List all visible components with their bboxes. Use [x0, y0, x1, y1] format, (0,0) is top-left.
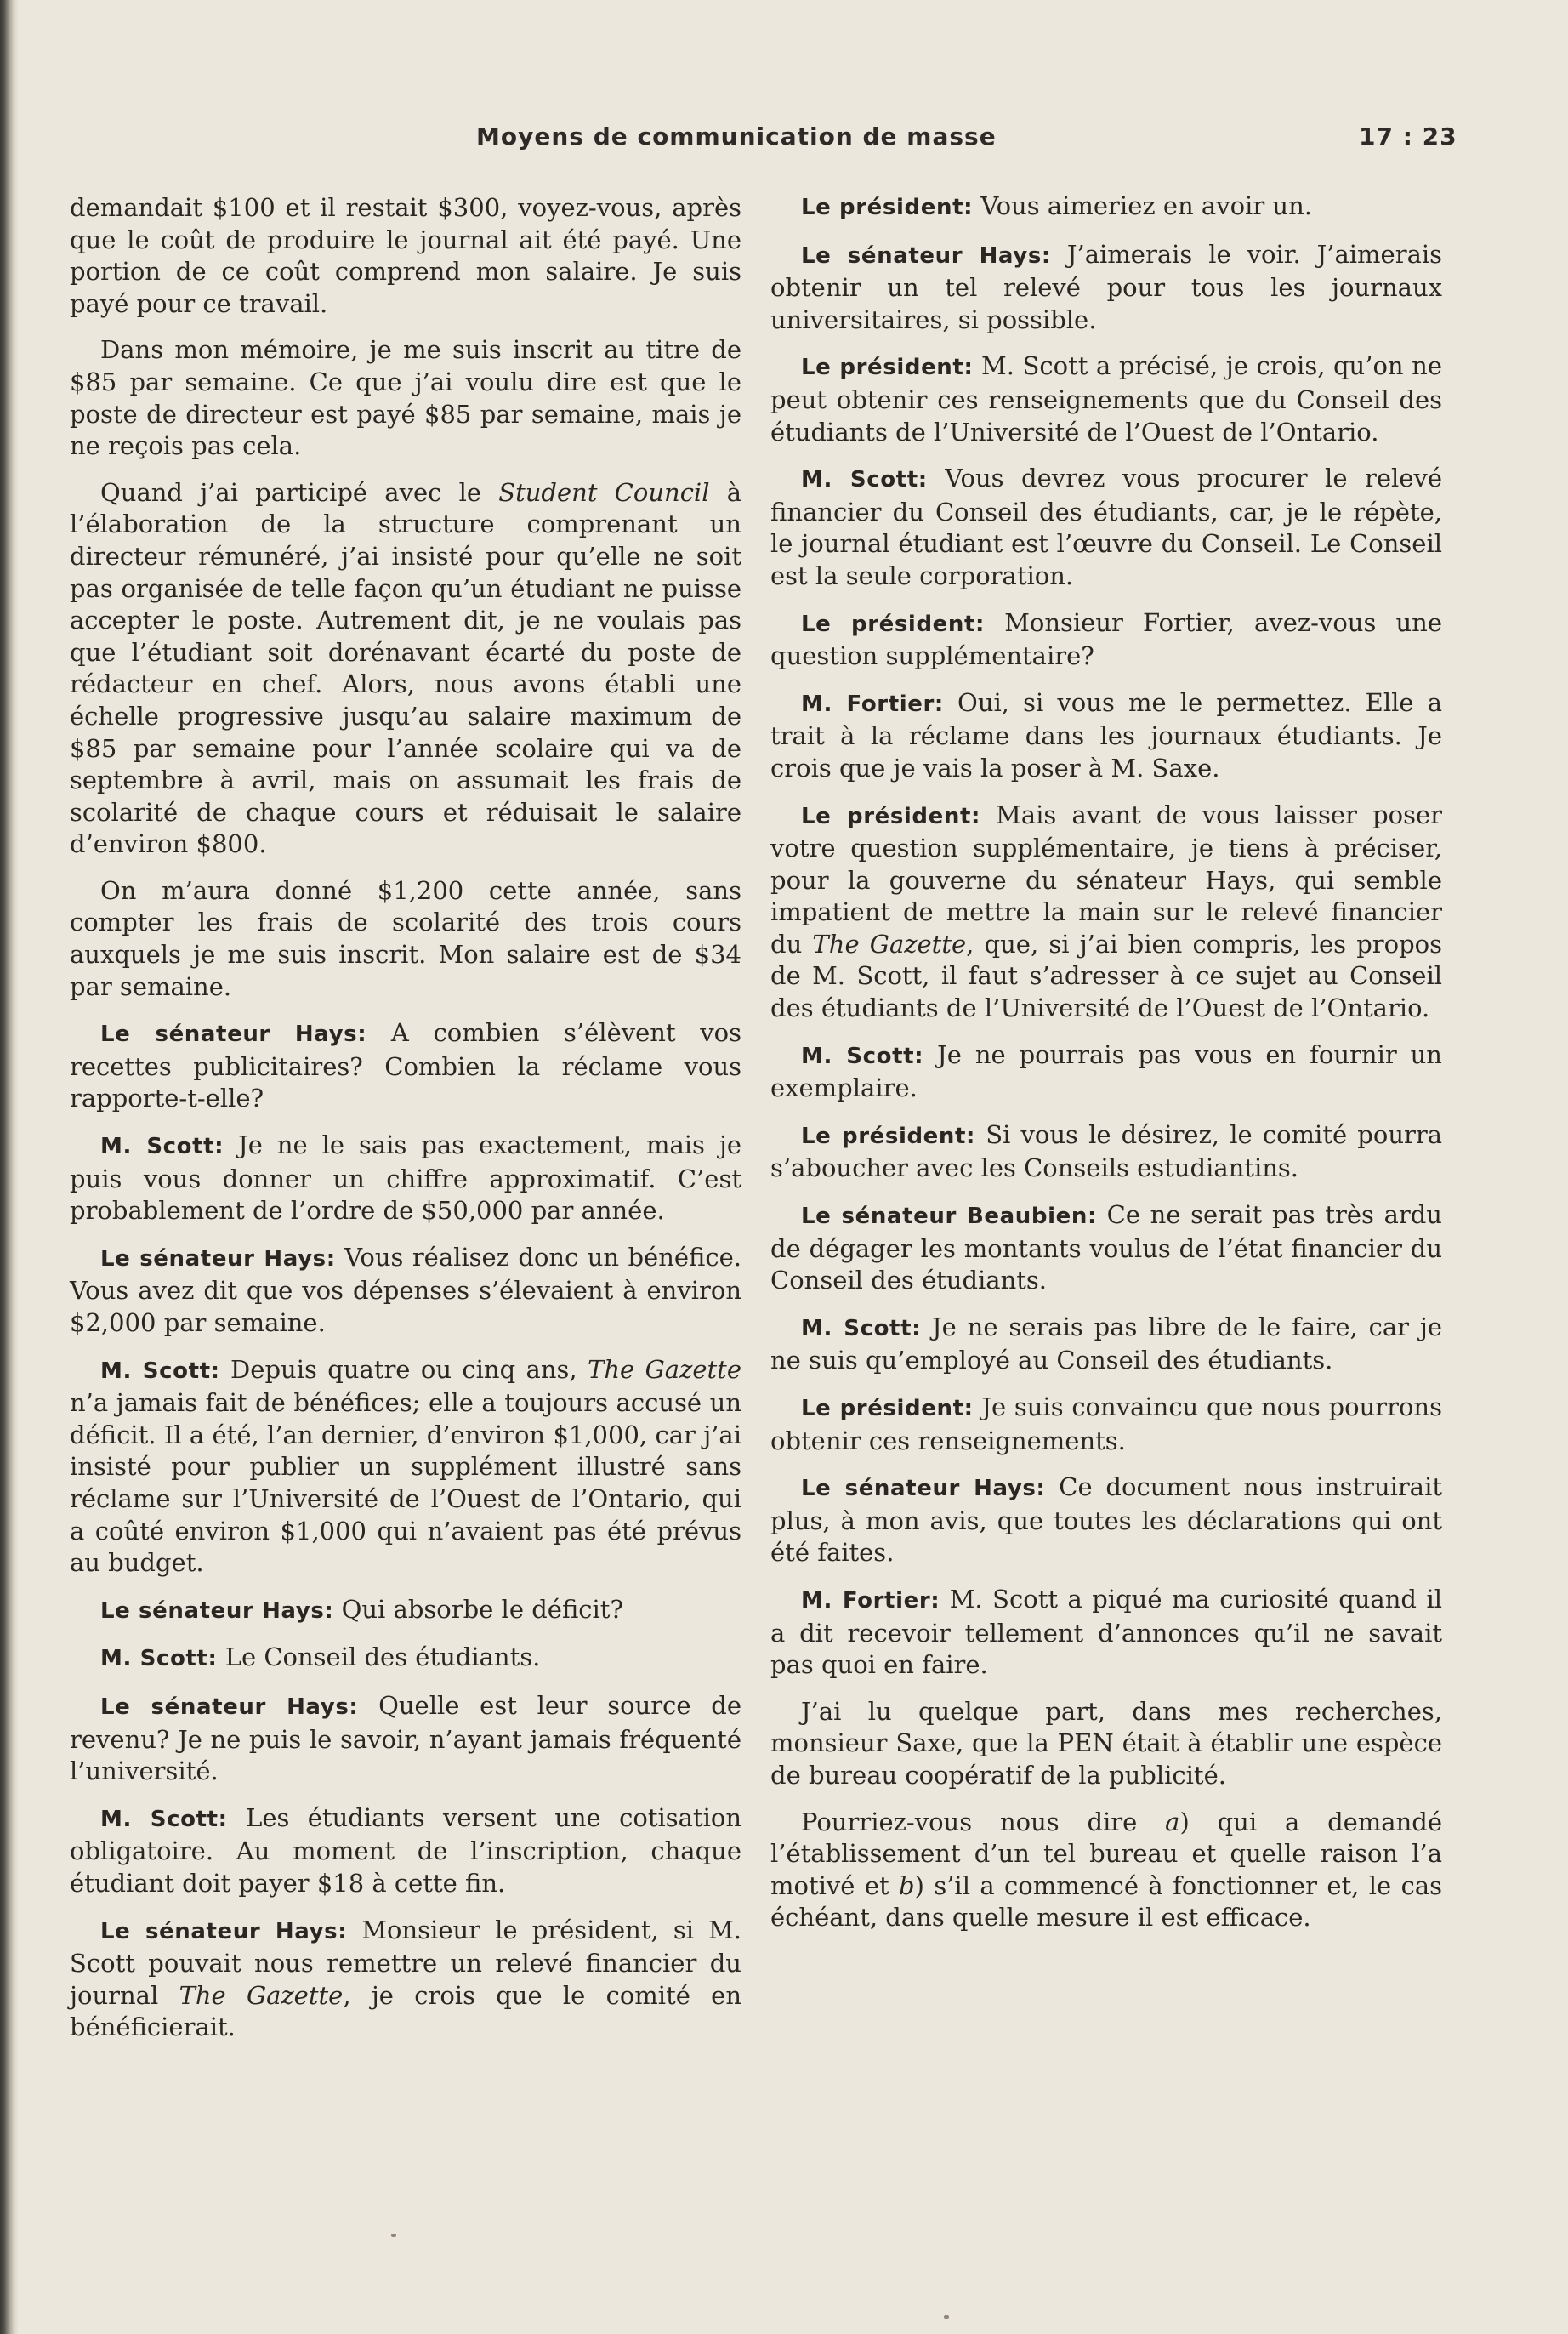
paragraph-text: M. Scott a précisé, je crois, qu’on ne peut obtenir ces renseignements que du Conseil des étudiants de l’Université de l’Ouest de l’Ontario. — [770, 351, 1443, 447]
paragraph-text: J’aimerais le voir. J’aimerais obtenir un tel relevé pour tous les journaux universitaires, si possible. — [770, 239, 1443, 334]
paragraph-text: Je ne le sais pas exactement, mais je puis vous donner un chiffre approximatif. C’est probablement de l’ordre de $50,000 par année. — [70, 1130, 741, 1226]
paragraph-text: Ce ne serait pas très ardu de dégager les montants voulus de l’état financier du Conseil des étudiants. — [770, 1200, 1442, 1295]
paragraph — [770, 1392, 1442, 1457]
book-spine-shadow — [0, 0, 19, 2334]
paragraph — [770, 1696, 1442, 1792]
paragraph — [770, 1119, 1442, 1185]
paragraph-text: M. Scott a piqué ma curiosité quand il a dit recevoir tellement d’annonces qu’il ne savait pas quoi en faire. — [770, 1584, 1442, 1680]
paragraph-text: ) s’il a commencé à fonctionner et, le cas échéant, dans quelle mesure il est efficace. — [770, 1870, 1443, 1933]
paragraph — [70, 192, 741, 320]
paragraph-text: On m’aura donné $1,200 cette année, sans compter les frais de scolarité des trois cours auxquels je me suis inscrit. Mon salaire est de $34 par semaine. — [70, 875, 741, 1001]
paragraph — [770, 1199, 1442, 1297]
paragraph — [770, 1807, 1442, 1934]
paragraph-text: Dans mon mémoire, je me suis inscrit au titre de $85 par semaine. Ce que j’ai voulu dire est que le poste de directeur est payé $85 par semaine, mais je ne reçois pas cela. — [70, 335, 741, 461]
italic-text: b — [899, 1870, 915, 1900]
paragraph — [70, 1594, 741, 1628]
speaker-label: M. Scott: — [801, 1043, 924, 1069]
paragraph — [70, 1354, 741, 1580]
paragraph-text: Je ne pourrais pas vous en fournir un exemplaire. — [770, 1039, 1442, 1103]
italic-text: a — [1165, 1807, 1180, 1836]
paragraph-text: Je ne serais pas libre de le faire, car je ne suis qu’employé au Conseil des étudiants. — [770, 1312, 1443, 1375]
paragraph-text: , je crois que le comité en bénéficierait. — [70, 1980, 741, 2042]
paragraph — [70, 1690, 741, 1788]
paragraph — [70, 1915, 741, 2044]
paragraph — [770, 1312, 1442, 1377]
paragraph-text: Monsieur le président, si M. Scott pouvait nous remettre un relevé financier du journal — [70, 1915, 742, 2010]
speaker-label: Le sénateur Hays: — [100, 1597, 334, 1624]
paragraph — [770, 191, 1442, 225]
left-column — [70, 192, 741, 2058]
speaker-label: Le président: — [801, 1123, 976, 1149]
running-header — [0, 122, 1568, 157]
paragraph-text: Vous aimeriez en avoir un. — [980, 191, 1312, 220]
paragraph-text: Vous devrez vous procurer le relevé financier du Conseil des étudiants, car, je le répète, le journal étudiant est l’œuvre du Conseil. Le Conseil est la seule corporation. — [770, 464, 1442, 590]
paragraph — [770, 350, 1442, 448]
paragraph-text: A combien s’élèvent vos recettes publicitaires? Combien la réclame vous rapporte-t-elle? — [70, 1018, 742, 1113]
paragraph — [770, 607, 1442, 673]
paragraph-text: Le Conseil des étudiants. — [224, 1642, 541, 1672]
italic-text: The Gazette — [179, 1980, 344, 2010]
speaker-label: Le sénateur Hays: — [100, 1022, 367, 1048]
paragraph — [70, 875, 741, 1003]
paragraph — [70, 477, 741, 861]
paragraph-text: Mais avant de vous laisser poser votre question supplémentaire, je tiens à préciser, pour la gouverne du sénateur Hays, qui semble impatient de mettre la main sur le relevé financier du — [770, 800, 1443, 959]
paragraph-text: Depuis quatre ou cinq ans, — [230, 1354, 588, 1384]
paragraph-text: Vous réalisez donc un bénéfice. Vous avez dit que vos dépenses s’élevaient à environ $2,000 par semaine. — [70, 1242, 741, 1337]
paragraph-text: Ce document nous instruirait plus, à mon avis, que toutes les déclarations qui ont été faites. — [770, 1472, 1442, 1568]
speaker-label: M. Scott: — [100, 1646, 218, 1672]
paragraph — [70, 1130, 741, 1227]
paragraph — [70, 1642, 741, 1676]
speaker-label: M. Scott: — [100, 1134, 224, 1160]
paragraph-text: Oui, si vous me le permettez. Elle a trait à la réclame dans les journaux étudiants. Je crois que je vais la poser à M. Saxe. — [770, 687, 1442, 783]
paragraph-text: Quelle est leur source de revenu? Je ne puis le savoir, n’ayant jamais fréquenté l’université. — [70, 1690, 741, 1786]
speaker-label: M. Fortier: — [801, 691, 944, 717]
speaker-label: Le sénateur Hays: — [100, 1694, 359, 1720]
paragraph — [770, 239, 1442, 337]
paragraph-text: Qui absorbe le déficit? — [341, 1594, 623, 1624]
paragraph-text: J’ai lu quelque part, dans mes recherches, monsieur Saxe, que la PEN était à établir une espèce de bureau coopératif de la publicité. — [770, 1696, 1442, 1790]
paragraph — [770, 463, 1442, 592]
paragraph — [770, 1039, 1442, 1105]
paragraph-text: , que, si j’ai bien compris, les propos de M. Scott, il faut s’adresser à ce sujet au Conseil des étudiants de l’Université de l’Ouest de l’Ontario. — [770, 929, 1442, 1023]
speaker-label: Le président: — [801, 195, 974, 220]
italic-text: The Gazette — [812, 929, 967, 959]
paragraph-text: demandait $100 et il restait $300, voyez-vous, après que le coût de produire le journal ait été payé. Une portion de ce coût comprend mon salaire. Je suis payé pour ce travail. — [70, 193, 741, 318]
paragraph — [70, 1017, 741, 1115]
paragraph — [770, 687, 1442, 785]
paragraph-text: à l’élaboration de la structure comprenant un directeur rémunéré, j’ai insisté pour qu’elle ne soit pas organisée de telle façon qu’un étudiant ne puisse accepter le poste. Autrement dit, je ne voulais pas que l’étudiant soit dorénavant écarté du poste de rédacteur en chef. Alors, nous avons établi une échelle progressive jusqu’au salaire maximum de $85 par semaine pour l’année scolaire qui va de septembre à avril, mais on assumait les frais de scolarité de chaque cours et réduisait le salaire d’environ $800. — [70, 477, 741, 859]
paragraph — [70, 334, 741, 462]
paragraph — [770, 1472, 1442, 1569]
running-title: Moyens de communication de masse — [476, 122, 997, 151]
page-number: 17 : 23 — [1359, 122, 1457, 151]
speaker-label: Le sénateur Hays: — [801, 242, 1051, 269]
italic-text: The Gazette — [588, 1354, 741, 1384]
speaker-label: Le sénateur Beaubien: — [801, 1204, 1097, 1230]
paragraph — [770, 1584, 1442, 1682]
speaker-label: Le sénateur Hays: — [100, 1918, 348, 1944]
speaker-label: Le président: — [801, 611, 986, 637]
paragraph — [70, 1802, 741, 1900]
paragraph — [770, 800, 1442, 1025]
paragraph — [70, 1242, 741, 1340]
italic-text: Student Council — [498, 477, 710, 507]
page-speck — [944, 2315, 949, 2319]
paragraph-text: Si vous le désirez, le comité pourra s’aboucher avec les Conseils estudiantins. — [770, 1119, 1443, 1183]
speaker-label: M. Scott: — [801, 467, 928, 493]
speaker-label: Le président: — [801, 803, 981, 829]
right-column — [770, 191, 1442, 1949]
speaker-label: M. Scott: — [801, 1315, 922, 1341]
paragraph-text: Pourriez-vous nous dire — [801, 1807, 1166, 1836]
paragraph-text: Je suis convaincu que nous pourrons obtenir ces renseignements. — [770, 1392, 1442, 1455]
speaker-label: M. Fortier: — [801, 1587, 940, 1614]
speaker-label: M. Scott: — [100, 1806, 228, 1832]
speaker-label: Le président: — [801, 355, 974, 381]
page-speck — [391, 2234, 396, 2237]
speaker-label: M. Scott: — [100, 1358, 220, 1384]
speaker-label: Le sénateur Hays: — [801, 1476, 1046, 1502]
speaker-label: Le président: — [801, 1396, 974, 1421]
paragraph-text: Quand j’ai participé avec le — [100, 477, 499, 507]
paragraph-text: n’a jamais fait de bénéfices; elle a toujours accusé un déficit. Il a été, l’an dernier, d’environ $1,000, car j’ai insisté pour publier un supplément illustré sans réclame sur l’Université de l’Ouest de l’Ontario, qui a coûté environ $1,000 qui n’avaient pas été prévus au budget. — [70, 1388, 741, 1578]
paragraph-text: ) qui a demandé l’établissement d’un tel bureau et quelle raison l’a motivé et — [770, 1807, 1442, 1900]
paragraph-text: Monsieur Fortier, avez-vous une question supplémentaire? — [770, 607, 1443, 671]
speaker-label: Le sénateur Hays: — [100, 1245, 336, 1272]
paragraph-text: Les étudiants versent une cotisation obligatoire. Au moment de l’inscription, chaque étudiant doit payer $18 à cette fin. — [70, 1802, 741, 1898]
